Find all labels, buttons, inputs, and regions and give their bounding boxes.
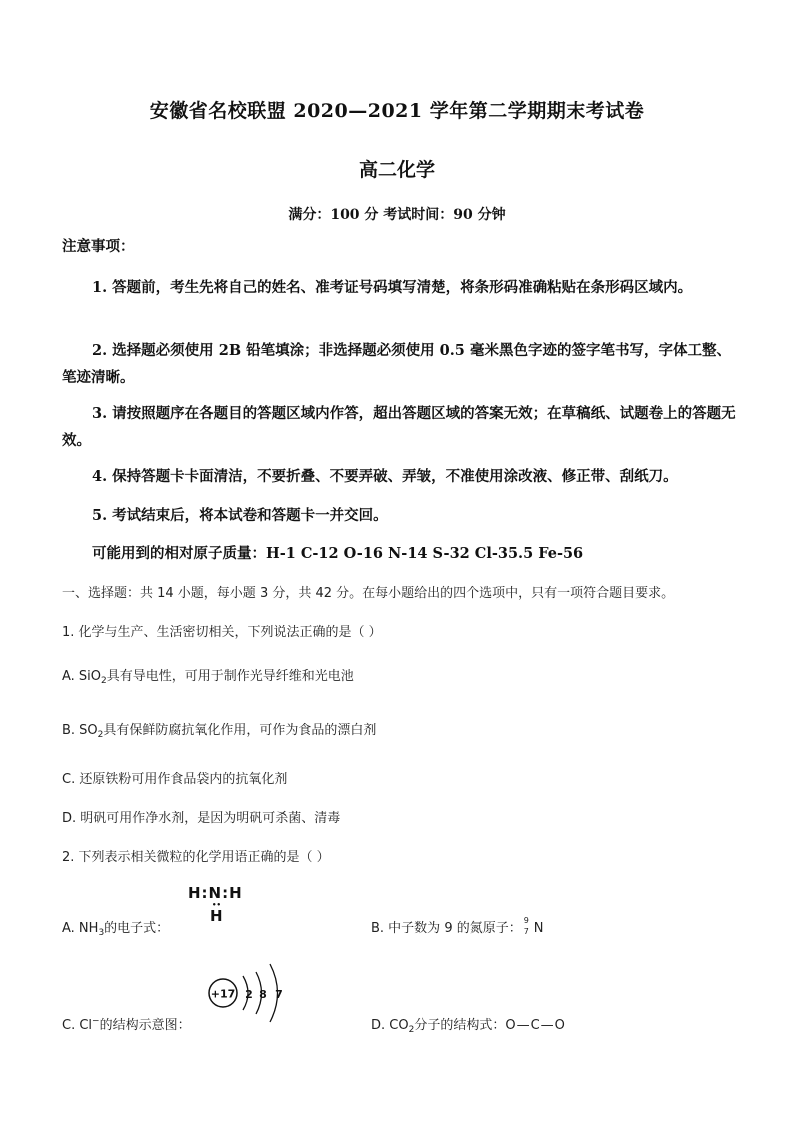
q2-stem: 2. 下列表示相关微粒的化学用语正确的是（ ）	[62, 850, 330, 865]
exam-subject: 高二化学	[358, 159, 435, 181]
section-heading: 一、选择题：共 14 小题，每小题 3 分，共 42 分。在每小题给出的四个选项中，只有一项符合题目要求。	[62, 586, 675, 601]
cl-structure-diagram	[203, 960, 293, 1030]
q1-option-b: B. $SO_2$具有保鲜防腐抗氧化作用，可作为食品的漂白剂	[62, 723, 377, 740]
q2-option-c: C. Cl−的结构示意图：	[62, 1016, 191, 1033]
notice-heading: 注意事项：	[62, 238, 135, 255]
q1-stem: 1. 化学与生产、生活密切相关，下列说法正确的是（ ）	[62, 625, 382, 640]
atomic-masses: 可能用到的相对原子质量：H-1 C-12 O-16 N-14 S-32 Cl-35.5 Fe-56	[92, 545, 584, 562]
notice-item-3: 3. 请按照题序在各题目的答题区域内作答，超出答题区域的答案无效；在草稿纸、试题卷上的答题无效。	[62, 405, 736, 449]
shell-count-2: 8	[259, 988, 267, 1001]
q1-option-d: D. 明矾可用作净水剂，是因为明矾可杀菌、清毒	[62, 811, 341, 826]
notice-item-1: 1. 答题前，考生先将自己的姓名、准考证号码填写清楚，将条形码准确粘贴在条形码区域内。	[92, 279, 693, 296]
cl-structure-svg	[203, 960, 293, 1030]
notice-item-2: 2. 选择题必须使用 2B 铅笔填涂；非选择题必须使用 0.5 毫米黑色字迹的签字笔书写，字体工整、笔迹清晰。	[62, 342, 731, 386]
notice-item-4: 4. 保持答题卡卡面清洁，不要折叠、不要弄破、弄皱，不准使用涂改液、修正带、刮纸刀。	[92, 468, 678, 485]
q2-option-b: B. 中子数为 9 的氮原子： 9 7 N	[371, 915, 544, 936]
exam-title: 安徽省名校联盟 2020—2021 学年第二学期期末考试卷	[149, 100, 645, 122]
q2-option-d: D. $CO_2$分子的结构式：O—C—O	[371, 1018, 566, 1035]
shell-count-1: 2	[245, 988, 253, 1001]
q1-option-c: C. 还原铁粉可用作食品袋内的抗氧化剂	[62, 772, 288, 787]
q2-option-a: A. $NH_3$的电子式：	[62, 921, 170, 938]
shell-count-3: 7	[275, 988, 283, 1001]
nh3-electron-formula: H:N:H •• H	[188, 884, 243, 925]
notice-item-5: 5. 考试结束后，将本试卷和答题卡一并交回。	[92, 507, 388, 524]
nucleus-charge: +17	[210, 987, 236, 1001]
score-time-line: 满分：100 分 考试时间：90 分钟	[288, 207, 506, 223]
q1-option-a: A. SiO$_2$具有导电性，可用于制作光导纤维和光电池	[62, 669, 354, 686]
